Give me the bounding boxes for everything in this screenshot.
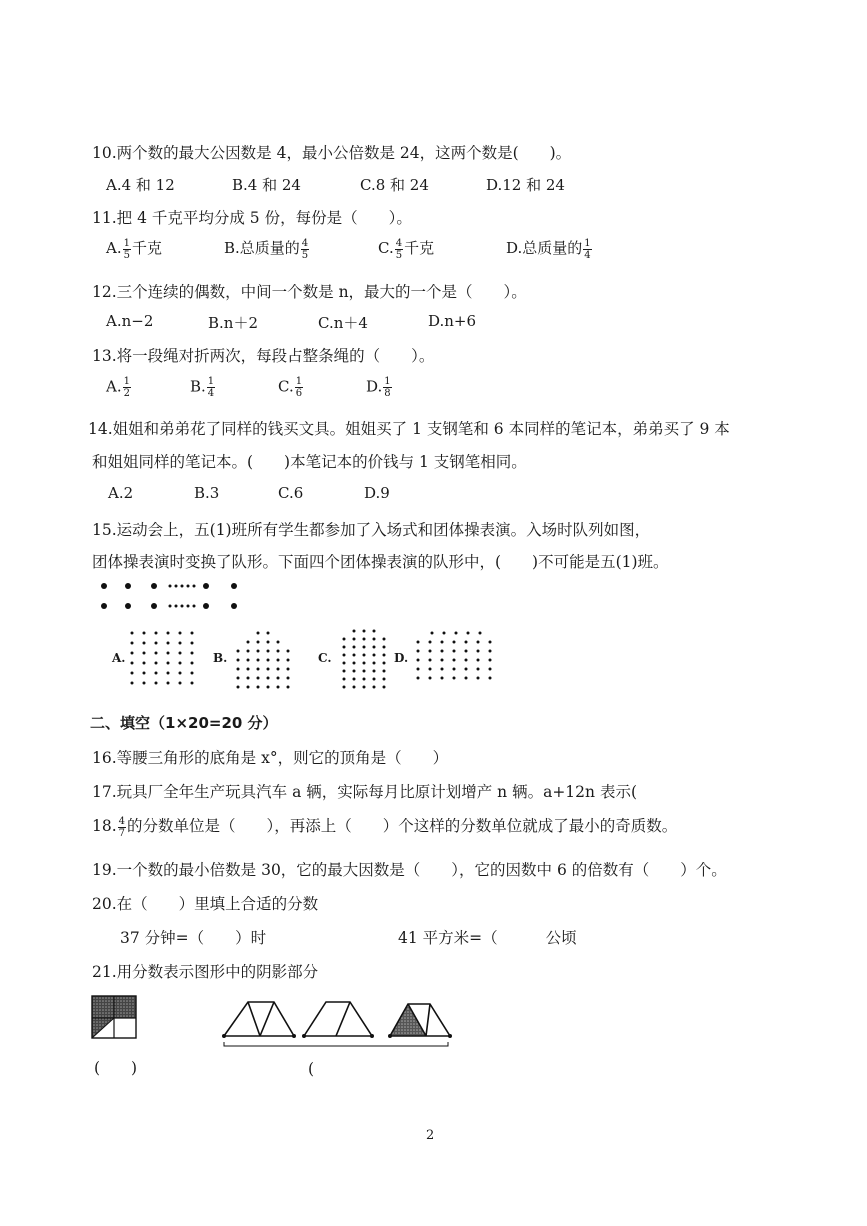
formation-dot [191,662,194,665]
formation-dot [417,650,420,653]
q13-option-a: A. $\frac{1}{2}$ [106,376,130,399]
q10-option-a: A.4 和 12 [106,176,175,194]
formation-dot [429,650,432,653]
q10-option-c: C.8 和 24 [360,176,429,194]
q10-option-d: D.12 和 24 [486,176,565,194]
q13-text: 13.将一段绳对折两次，每段占整条绳的（ ）。 [92,347,435,365]
formation-dot [429,677,432,680]
formation-dot [417,641,420,644]
formation-dot [477,659,480,662]
formation-dot [179,642,182,645]
formation-dot [237,677,240,680]
formation-dot [383,654,386,657]
formation-dot [143,642,146,645]
formation-dot [191,682,194,685]
formation-b-grid [230,628,298,690]
formation-dot [373,630,376,633]
formation-dot [373,670,376,673]
page-number: 2 [426,1128,435,1143]
formation-dot [373,646,376,649]
formation-dot [267,641,270,644]
formation-dot [489,650,492,653]
formation-dot [267,686,270,689]
formation-dot [453,650,456,653]
formation-dot [429,659,432,662]
section-title-fill-in: 二、填空（1×20=20 分） [90,714,278,732]
q18-text: 18. $\frac{4}{7}$ 的分数单位是（ ），再添上（ ）个这样的分数单位就成了最小的奇质数。 [92,815,678,839]
formation-dot [441,659,444,662]
formation-dot [441,668,444,671]
formation-dot [267,650,270,653]
q11-option-d: D.总质量的 $\frac{1}{4}$ [506,237,591,261]
formation-dot [131,672,134,675]
formation-dot [257,650,260,653]
formation-dot [353,686,356,689]
formation-dot [343,638,346,641]
q19-text: 19.一个数的最小倍数是 30，它的最大因数是（ ），它的因数中 6 的倍数有（ ）个。 [92,861,727,879]
q11-option-b: B.总质量的 $\frac{4}{5}$ [224,237,309,261]
formation-dot [465,677,468,680]
fraction: $\frac{1}{5}$ [123,237,130,261]
q14-option-d: D.9 [364,484,390,502]
formation-dot [465,668,468,671]
formation-dot [267,659,270,662]
formation-dot [383,646,386,649]
formation-dot [277,641,280,644]
formation-dot [131,682,134,685]
formation-dot [179,652,182,655]
formation-dot [179,682,182,685]
fraction: $\frac{1}{4}$ [207,376,215,399]
formation-dot [373,662,376,665]
shaded-square-figure [90,994,138,1042]
formation-dot [257,668,260,671]
formation-dot [363,638,366,641]
formation-dot [277,686,280,689]
formation-c-grid [336,626,396,690]
formation-a-grid [126,628,202,690]
formation-dot [277,659,280,662]
formation-dot [489,677,492,680]
fraction: $\frac{4}{7}$ [118,815,126,839]
formation-dot [353,638,356,641]
formation-dot [383,662,386,665]
q16-text: 16.等腰三角形的底角是 x°，则它的顶角是（ ） [92,749,449,767]
formation-dot [191,642,194,645]
q13-option-b: B. $\frac{1}{4}$ [190,376,215,399]
formation-dot [343,662,346,665]
fraction: $\frac{1}{2}$ [123,376,130,399]
formation-dot [479,632,482,635]
q17-text: 17.玩具厂全年生产玩具汽车 a 辆，实际每月比原计划增产 n 辆。a+12n 表示( [92,783,637,801]
formation-dot [477,668,480,671]
formation-dot [417,659,420,662]
q21-text: 21.用分数表示图形中的阴影部分 [92,963,319,981]
fraction: $\frac{4}{5}$ [395,237,403,261]
formation-dot [257,659,260,662]
formation-dot [383,670,386,673]
formation-dot [155,642,158,645]
formation-dot [143,662,146,665]
formation-dot [143,682,146,685]
formation-dot [143,672,146,675]
formation-dot [131,632,134,635]
q13-option-d: D. $\frac{1}{8}$ [366,376,391,399]
q12-option-b: B.n＋2 [208,314,258,332]
formation-dot [417,668,420,671]
formation-dot [257,686,260,689]
q14-option-b: B.3 [194,484,220,502]
formation-dot [477,650,480,653]
formation-dot [363,662,366,665]
formation-dot [455,632,458,635]
q14-line1: 14.姐姐和弟弟花了同样的钱买文具。姐姐买了 1 支钢笔和 6 本同样的笔记本，弟弟买了 9 本 [88,420,730,438]
formation-dot [343,686,346,689]
q14-line2: 和姐姐同样的笔记本。( )本笔记本的价钱与 1 支钢笔相同。 [92,453,527,471]
formation-dot [429,668,432,671]
formation-dot [383,638,386,641]
entry-formation-figure [90,574,250,620]
formation-dot [179,672,182,675]
formation-dot [353,630,356,633]
formation-dot [247,641,250,644]
formation-dot [465,641,468,644]
formation-dot [453,668,456,671]
formation-dot [343,670,346,673]
formation-dot [237,659,240,662]
formation-dot [191,672,194,675]
formation-dot [441,650,444,653]
formation-dot [363,646,366,649]
formation-dot [287,668,290,671]
formation-dot [155,662,158,665]
formation-dot [417,677,420,680]
q14-option-c: C.6 [278,484,304,502]
formation-dot [441,641,444,644]
q12-text: 12.三个连续的偶数，中间一个数是 n，最大的一个是（ ）。 [92,283,527,301]
formation-dot [267,668,270,671]
formation-dot [431,632,434,635]
formation-label-d: D. [394,651,409,665]
formation-dot [257,632,260,635]
formation-dot [453,677,456,680]
formation-dot [353,654,356,657]
formation-dot [247,659,250,662]
formation-dot [143,652,146,655]
formation-dot [373,654,376,657]
formation-dot [155,672,158,675]
formation-dot [489,668,492,671]
formation-dot [353,678,356,681]
formation-dot [373,686,376,689]
formation-dot [287,677,290,680]
formation-dot [277,677,280,680]
formation-dot [465,659,468,662]
formation-dot [131,652,134,655]
formation-dot [489,641,492,644]
formation-dot [441,677,444,680]
formation-dot [353,670,356,673]
formation-d-grid [410,628,500,690]
q21-blank-2: ( [308,1060,315,1078]
fraction: $\frac{1}{4}$ [584,237,591,261]
q12-option-c: C.n＋4 [318,314,368,332]
q20-part2: 41 平方米=（ 公顷 [398,929,577,947]
formation-dot [465,650,468,653]
formation-dot [277,668,280,671]
formation-dot [155,682,158,685]
formation-dot [155,632,158,635]
formation-label-b: B. [213,651,228,665]
formation-dot [343,678,346,681]
formation-dot [191,652,194,655]
formation-dot [167,632,170,635]
formation-dot [179,632,182,635]
q11-option-a: A. $\frac{1}{5}$ 千克 [106,237,162,261]
fraction: $\frac{4}{5}$ [301,237,309,261]
formation-dot [143,632,146,635]
q21-blank-1: ( ) [94,1059,138,1077]
formation-dot [179,662,182,665]
formation-dot [353,662,356,665]
formation-dot [191,632,194,635]
formation-dot [155,652,158,655]
formation-dot [257,641,260,644]
formation-dot [353,646,356,649]
q11-option-c: C. $\frac{4}{5}$ 千克 [378,237,435,261]
formation-dot [343,646,346,649]
fraction: $\frac{1}{6}$ [295,376,303,399]
q13-option-c: C. $\frac{1}{6}$ [278,376,303,399]
formation-dot [277,650,280,653]
formation-dot [363,654,366,657]
formation-dot [237,650,240,653]
formation-dot [247,668,250,671]
formation-dot [443,632,446,635]
formation-dot [467,632,470,635]
formation-dot [247,686,250,689]
formation-dot [383,678,386,681]
formation-dot [131,642,134,645]
formation-dot [363,630,366,633]
formation-dot [363,686,366,689]
formation-dot [383,686,386,689]
formation-dot [167,642,170,645]
formation-dot [453,659,456,662]
formation-dot [363,678,366,681]
formation-dot [267,632,270,635]
formation-label-a: A. [112,651,126,665]
q11-text: 11.把 4 千克平均分成 5 份，每份是（ ）。 [92,209,412,227]
fraction: $\frac{1}{8}$ [384,376,391,399]
formation-dot [477,677,480,680]
formation-dot [453,641,456,644]
formation-dot [429,641,432,644]
formation-dot [287,686,290,689]
q10-option-b: B.4 和 24 [232,176,301,194]
formation-dot [247,650,250,653]
formation-dot [373,678,376,681]
formation-dot [167,672,170,675]
formation-dot [373,638,376,641]
formation-dot [167,682,170,685]
formation-dot [477,641,480,644]
q12-option-a: A.n−2 [106,312,154,330]
formation-dot [267,677,270,680]
q12-option-d: D.n+6 [428,312,477,330]
formation-dot [287,659,290,662]
formation-dot [131,662,134,665]
formation-dot [237,686,240,689]
formation-dot [489,659,492,662]
formation-dot [237,668,240,671]
q15-line2: 团体操表演时变换了队形。下面四个团体操表演的队形中，( )不可能是五(1)班。 [92,553,669,571]
formation-dot [257,677,260,680]
formation-dot [343,654,346,657]
formation-dot [247,677,250,680]
q14-option-a: A.2 [108,484,134,502]
formation-label-c: C. [318,651,332,665]
formation-dot [287,650,290,653]
formation-dot [363,670,366,673]
formation-dot [167,662,170,665]
q20-text: 20.在（ ）里填上合适的分数 [92,895,319,913]
q10-text: 10.两个数的最大公因数是 4，最小公倍数是 24，这两个数是( )。 [92,144,572,162]
triangles-figure [218,996,458,1054]
formation-dot [167,652,170,655]
q15-line1: 15.运动会上，五(1)班所有学生都参加了入场式和团体操表演。入场时队列如图， [92,521,651,539]
q20-part1: 37 分钟=（ ）时 [120,929,267,947]
